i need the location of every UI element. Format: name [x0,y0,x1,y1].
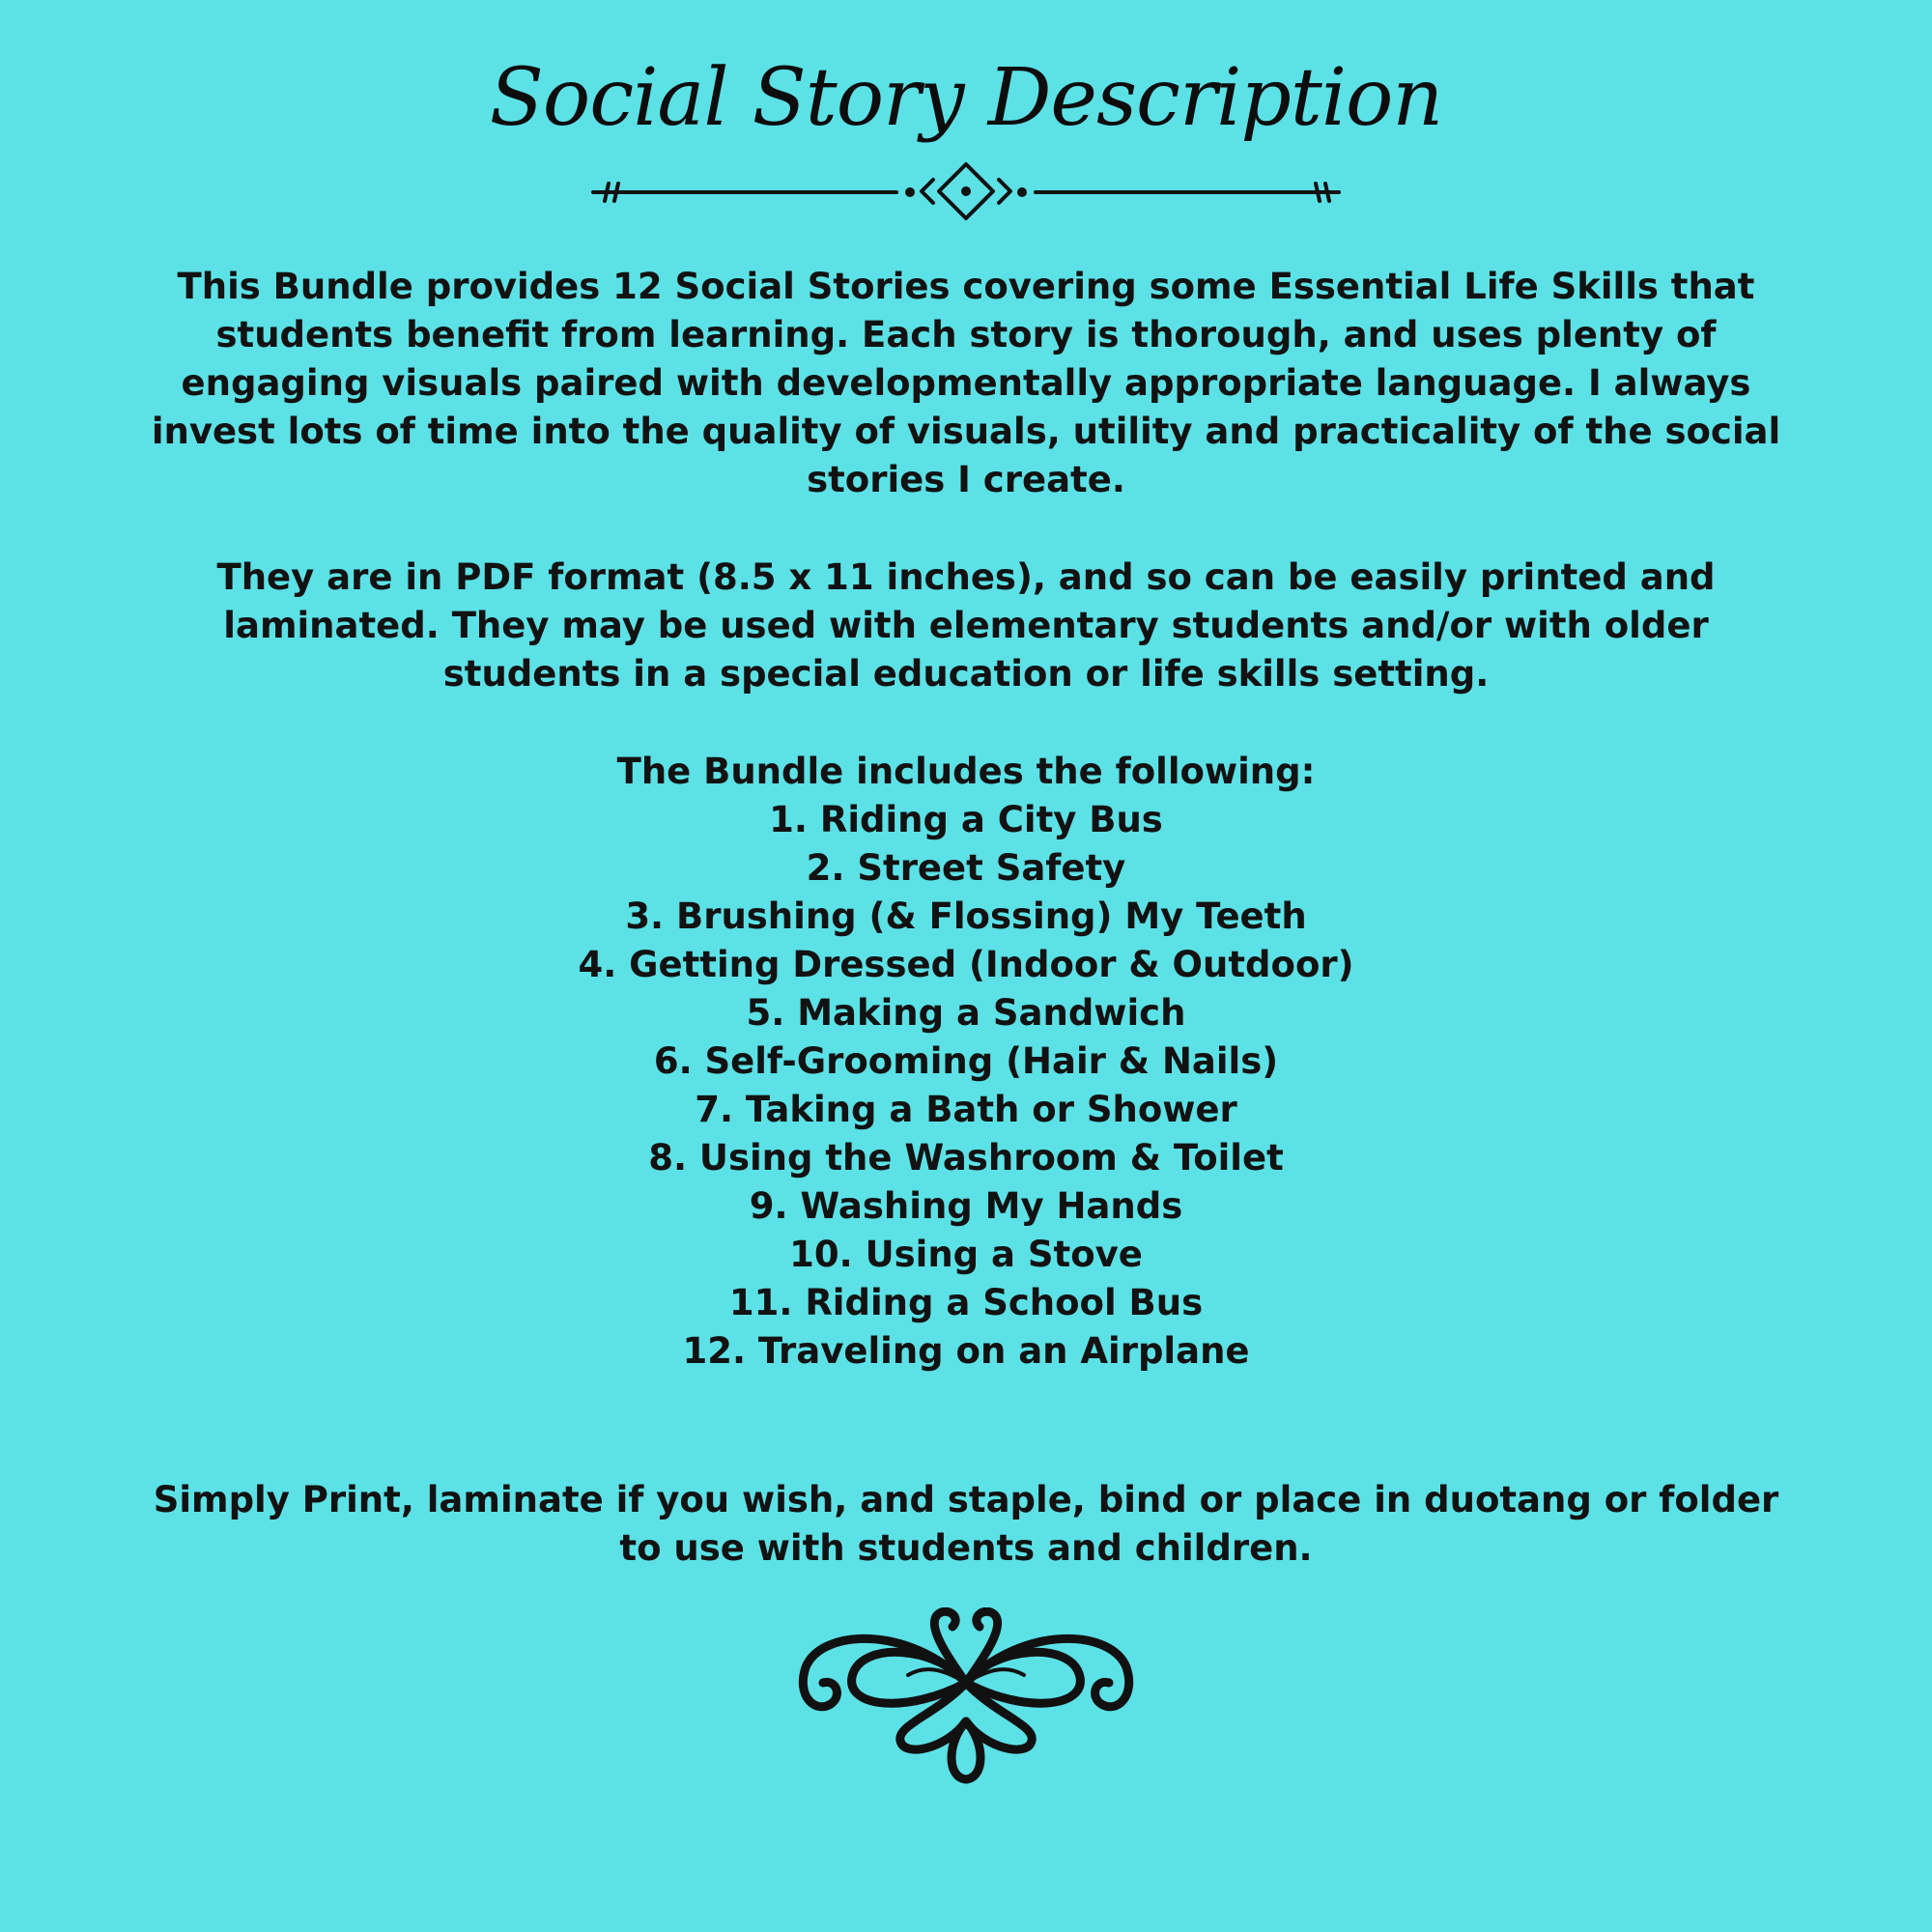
list-item: 5. Making a Sandwich [746,992,1186,1034]
bundle-heading: The Bundle includes the following: [616,751,1316,792]
format-paragraph: They are in PDF format (8.5 x 11 inches), and so can be easily printed and laminated. They may be used with elementary students and/or with older students in a special education or life skills setting. [216,556,1716,695]
list-item: 1. Riding a City Bus [769,799,1163,840]
list-item: 9. Washing My Hands [749,1185,1183,1227]
closing-paragraph: Simply Print, laminate if you wish, and staple, bind or place in duotang or folder to use with students and children. [153,1479,1779,1569]
list-item: 7. Taking a Bath or Shower [695,1089,1237,1130]
list-item: 3. Brushing (& Flossing) My Teeth [625,895,1307,937]
list-item: 12. Traveling on an Airplane [682,1330,1250,1372]
list-item: 6. Self-Grooming (Hair & Nails) [653,1040,1279,1082]
decorative-flourish-icon [792,1607,1140,1791]
ornamental-divider-icon [589,160,1343,222]
list-item: 10. Using a Stove [789,1234,1143,1275]
list-item: 2. Street Safety [806,847,1126,889]
list-item: 8. Using the Washroom & Toilet [648,1137,1284,1179]
list-item: 4. Getting Dressed (Indoor & Outdoor) [578,944,1354,985]
bundle-contents [135,748,1797,1376]
list-item: 11. Riding a School Bus [728,1282,1204,1323]
page-title: Social Story Description [489,52,1443,144]
intro-paragraph: This Bundle provides 12 Social Stories covering some Essential Life Skills that students benefit from learning. Each story is thorough, and uses plenty of engaging visuals paired with developmentally appropriate language. I always invest lots of time into the quality of visuals, utility and practicality of the social stories I create. [151,266,1781,500]
